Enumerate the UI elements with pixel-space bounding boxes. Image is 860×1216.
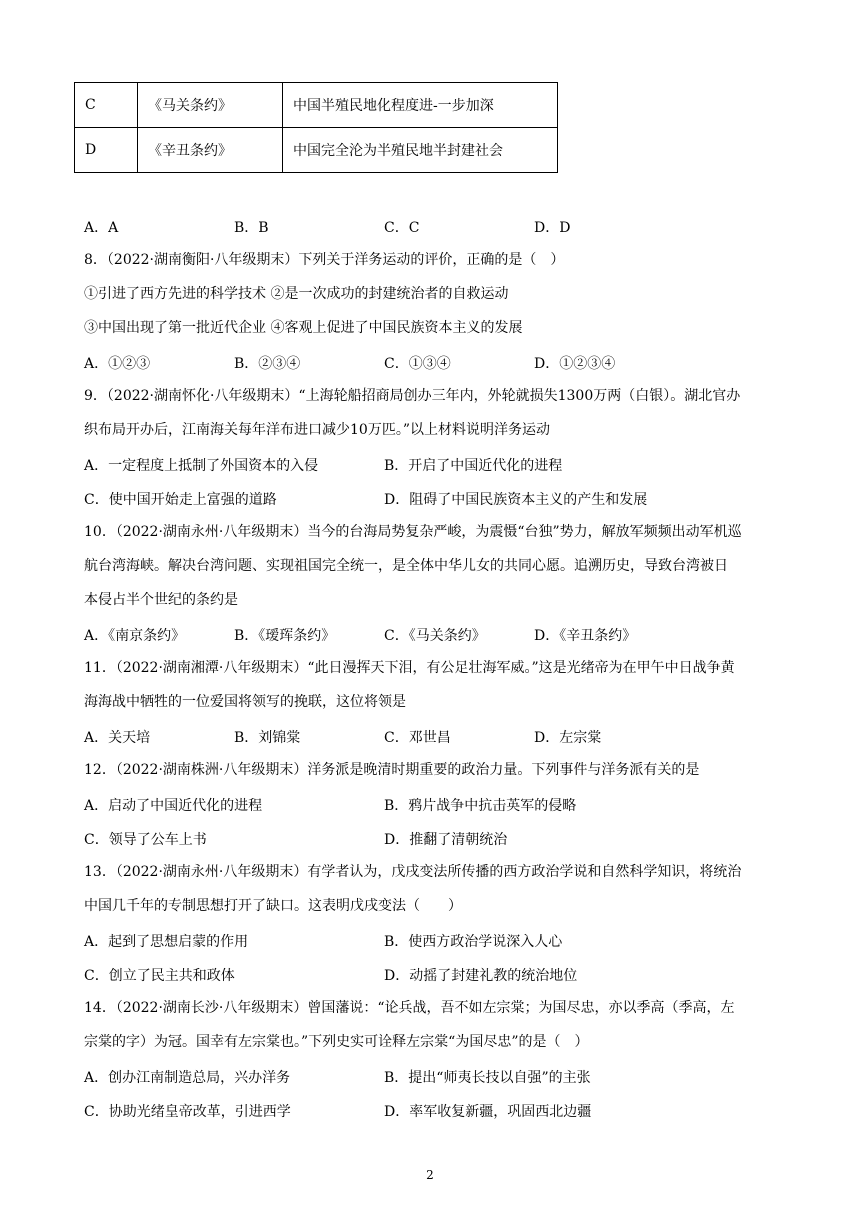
q12-option-b: B．鸦片战争中抗击英军的侵略 [384,798,577,814]
q14-option-b: B．提出“师夷长技以自强”的主张 [384,1070,591,1086]
q8-statement: ③中国出现了第一批近代企业 ④客观上促进了中国民族资本主义的发展 [84,320,523,336]
q13-option-c: C．创立了民主共和政体 [84,968,235,984]
page-number: 2 [426,1168,434,1182]
q10-stem: 本侵占半个世纪的条约是 [84,592,238,608]
table-cell-treaty: 《马关条约》 [138,83,283,128]
q11-option-a: A．关天培 [84,730,151,746]
q13-option-a: A．起到了思想启蒙的作用 [84,934,249,950]
q11-option-d: D．左宗棠 [534,730,602,746]
q7-option-b: B．B [234,220,269,236]
q11-stem: 11．（2022·湖南湘潭·八年级期末）“此日漫挥天下泪，有公足壮海军威。”这是光绪帝为在甲午中日战争黄 [84,660,735,676]
q9-option-b: B．开启了中国近代化的进程 [384,458,563,474]
q14-option-c: C．协助光绪皇帝改革，引进西学 [84,1104,291,1120]
q12-stem: 12．（2022·湖南株洲·八年级期末）洋务派是晚清时期重要的政治力量。下列事件与洋务派有关的是 [84,762,700,778]
q11-option-c: C．邓世昌 [384,730,451,746]
q8-statement: ①引进了西方先进的科学技术 ②是一次成功的封建统治者的自救运动 [84,286,509,302]
q9-option-d: D．阻碍了中国民族资本主义的产生和发展 [384,492,648,508]
q7-option-d: D．D [534,220,571,236]
q10-option-b: B．《瑷珲条约》 [234,628,336,644]
q9-stem: 织布局开办后，江南海关每年洋布进口减少10万匹。”以上材料说明洋务运动 [84,422,550,438]
q11-stem: 海海战中牺牲的一位爱国将领写的挽联，这位将领是 [84,694,406,710]
q13-stem: 中国几千年的专制思想打开了缺口。这表明戊戌变法（ ） [84,898,462,914]
q8-option-c: C．①③④ [384,356,451,372]
q8-option-b: B．②③④ [234,356,301,372]
q13-stem: 13．（2022·湖南永州·八年级期末）有学者认为，戊戌变法所传播的西方政治学说和自然科学知识，将统治 [84,864,742,880]
q8-option-d: D．①②③④ [534,356,616,372]
answer-table [74,82,558,173]
q10-option-c: C．《马关条约》 [384,628,486,644]
table-cell-impact: 中国半殖民地化程度进-一步加深 [283,83,558,128]
q7-option-c: C．C [384,220,420,236]
q12-option-d: D．推翻了清朝统治 [384,832,508,848]
q10-option-a: A．《南京条约》 [84,628,186,644]
q9-stem: 9．（2022·湖南怀化·八年级期末）“上海轮船招商局创办三年内，外轮就损失1300万两（白银）。湖北官办 [84,388,741,404]
q10-stem: 航台湾海峡。解决台湾问题、实现祖国完全统一，是全体中华儿女的共同心愿。追溯历史，导致台湾被日 [84,558,728,574]
q11-option-b: B．刘锦棠 [234,730,301,746]
table-cell-treaty: 《辛丑条约》 [138,128,283,173]
q7-option-a: A．A [84,220,119,236]
q9-option-c: C．使中国开始走上富强的道路 [84,492,277,508]
q9-option-a: A．一定程度上抵制了外国资本的入侵 [84,458,319,474]
q10-option-d: D．《辛丑条约》 [534,628,637,644]
table-row [75,128,558,173]
q8-option-a: A．①②③ [84,356,151,372]
q14-stem: 宗棠的字）为冠。国幸有左宗棠也。”下列史实可诠释左宗棠“为国尽忠”的是（ ） [84,1034,589,1050]
table-row [75,83,558,128]
q13-option-d: D．动摇了封建礼教的统治地位 [384,968,578,984]
q13-option-b: B．使西方政治学说深入人心 [384,934,563,950]
table-cell-impact: 中国完全沦为半殖民地半封建社会 [283,128,558,173]
q14-stem: 14．（2022·湖南长沙·八年级期末）曾国藩说：“论兵战，吾不如左宗棠；为国尽忠，亦以季高（季高，左 [84,1000,735,1016]
q12-option-c: C．领导了公车上书 [84,832,207,848]
q14-option-d: D．率军收复新疆，巩固西北边疆 [384,1104,592,1120]
q12-option-a: A．启动了中国近代化的进程 [84,798,263,814]
q14-option-a: A．创办江南制造总局，兴办洋务 [84,1070,291,1086]
q10-stem: 10．（2022·湖南永州·八年级期末）当今的台海局势复杂严峻，为震慑“台独”势力，解放军频频出动军机巡 [84,524,742,540]
table-cell-key: C [75,83,138,128]
table-cell-key: D [75,128,138,173]
q8-stem: 8．（2022·湖南衡阳·八年级期末）下列关于洋务运动的评价，正确的是（ ） [84,252,565,268]
